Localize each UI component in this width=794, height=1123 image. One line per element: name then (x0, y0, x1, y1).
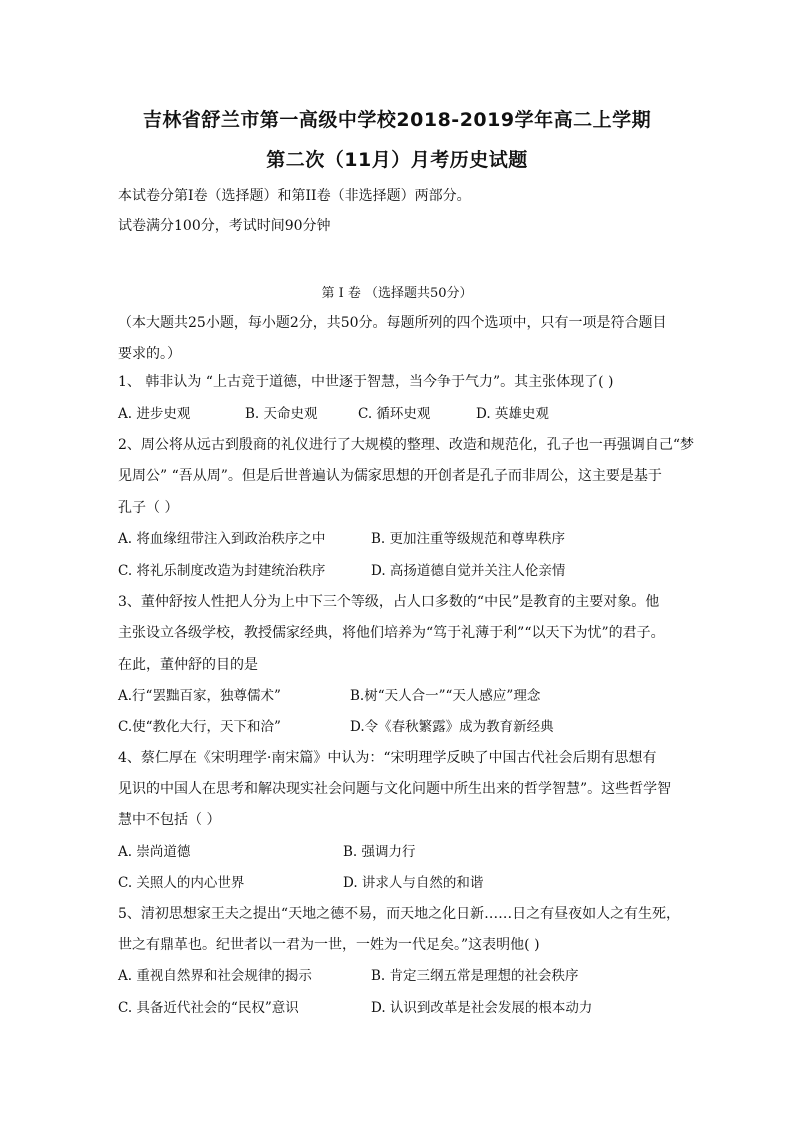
question-4-option-b: B. 强调力行 (343, 844, 416, 860)
question-3-text: 在此，董仲舒的目的是 (118, 657, 258, 673)
question-3-option-b: B.树“天人合一”“天人感应”理念 (350, 688, 541, 704)
question-2-option-a: A. 将血缘纽带注入到政治秩序之中 (118, 531, 326, 547)
question-2-text: 2、周公将从远古到殷商的礼仪进行了大规模的整理、改造和规范化，孔子也一再强调自己“梦 (118, 437, 695, 453)
question-2-option-b: B. 更加注重等级规范和尊卑秩序 (371, 531, 566, 547)
section-heading: 第 I 卷 （选择题共50分） (321, 286, 473, 301)
question-1-text: 1、 韩非认为 “上古竞于道德，中世逐于智慧，当今争于气力”。其主张体现了( ) (118, 374, 614, 390)
question-2-option-c: C. 将礼乐制度改造为封建统治秩序 (118, 563, 326, 579)
question-3-text: 主张设立各级学校，教授儒家经典，将他们培养为“笃于礼薄于利”“以天下为忧”的君子。 (118, 625, 665, 641)
instructions-line: 要求的。） (118, 346, 181, 362)
question-4-option-c: C. 关照人的内心世界 (118, 875, 245, 891)
intro-line: 本试卷分第I卷（选择题）和第II卷（非选择题）两部分。 (118, 188, 471, 204)
question-5-option-a: A. 重视自然界和社会规律的揭示 (118, 968, 312, 984)
page-subtitle: 第二次（11月）月考历史试题 (266, 149, 528, 171)
question-4-text: 慧中不包括（ ） (118, 812, 221, 828)
question-5-text: 5、清初思想家王夫之提出“天地之德不易，而天地之化日新……日之有昼夜如人之有生死， (118, 906, 681, 922)
question-1-option-a: A. 进步史观 (118, 406, 191, 422)
question-3-option-c: C.使“教化大行，天下和洽” (118, 719, 281, 735)
question-1-option-d: D. 英雄史观 (476, 406, 549, 422)
question-5-option-b: B. 肯定三纲五常是理想的社会秩序 (371, 968, 579, 984)
question-2-option-d: D. 高扬道德自觉并关注人伦亲情 (371, 563, 566, 579)
question-1-option-c: C. 循环史观 (358, 406, 431, 422)
question-3-option-d: D.令《春秋繁露》成为教育新经典 (350, 719, 554, 735)
question-5-text: 世之有鼎革也。纪世者以一君为一世，一姓为一代足矣。”这表明他( ) (118, 937, 540, 953)
page-title: 吉林省舒兰市第一高级中学校2018-2019学年高二上学期 (142, 109, 652, 131)
question-3-option-a: A.行“罢黜百家，独尊儒术” (118, 688, 281, 704)
question-1-option-b: B. 天命史观 (245, 406, 318, 422)
question-2-text: 见周公” “吾从周”。但是后世普遍认为儒家思想的开创者是孔子而非周公，这主要是基于 (118, 468, 662, 484)
question-4-option-d: D. 讲求人与自然的和谐 (343, 875, 484, 891)
question-4-option-a: A. 崇尚道德 (118, 844, 191, 860)
question-2-text: 孔子（ ） (118, 500, 179, 516)
instructions-line: （本大题共25小题，每小题2分，共50分。每题所列的四个选项中，只有一项是符合题目 (118, 315, 667, 331)
question-5-option-c: C. 具备近代社会的“民权”意识 (118, 1000, 299, 1016)
question-3-text: 3、董仲舒按人性把人分为上中下三个等级，占人口多数的“中民”是教育的主要对象。他 (118, 594, 660, 610)
question-4-text: 见识的中国人在思考和解决现实社会问题与文化问题中所生出来的哲学智慧”。这些哲学智 (118, 781, 672, 797)
intro-line: 试卷满分100分，考试时间90分钟 (118, 218, 331, 234)
question-4-text: 4、蔡仁厚在《宋明理学·南宋篇》中认为：“宋明理学反映了中国古代社会后期有思想有 (118, 750, 657, 766)
question-5-option-d: D. 认识到改革是社会发展的根本动力 (371, 1000, 593, 1016)
